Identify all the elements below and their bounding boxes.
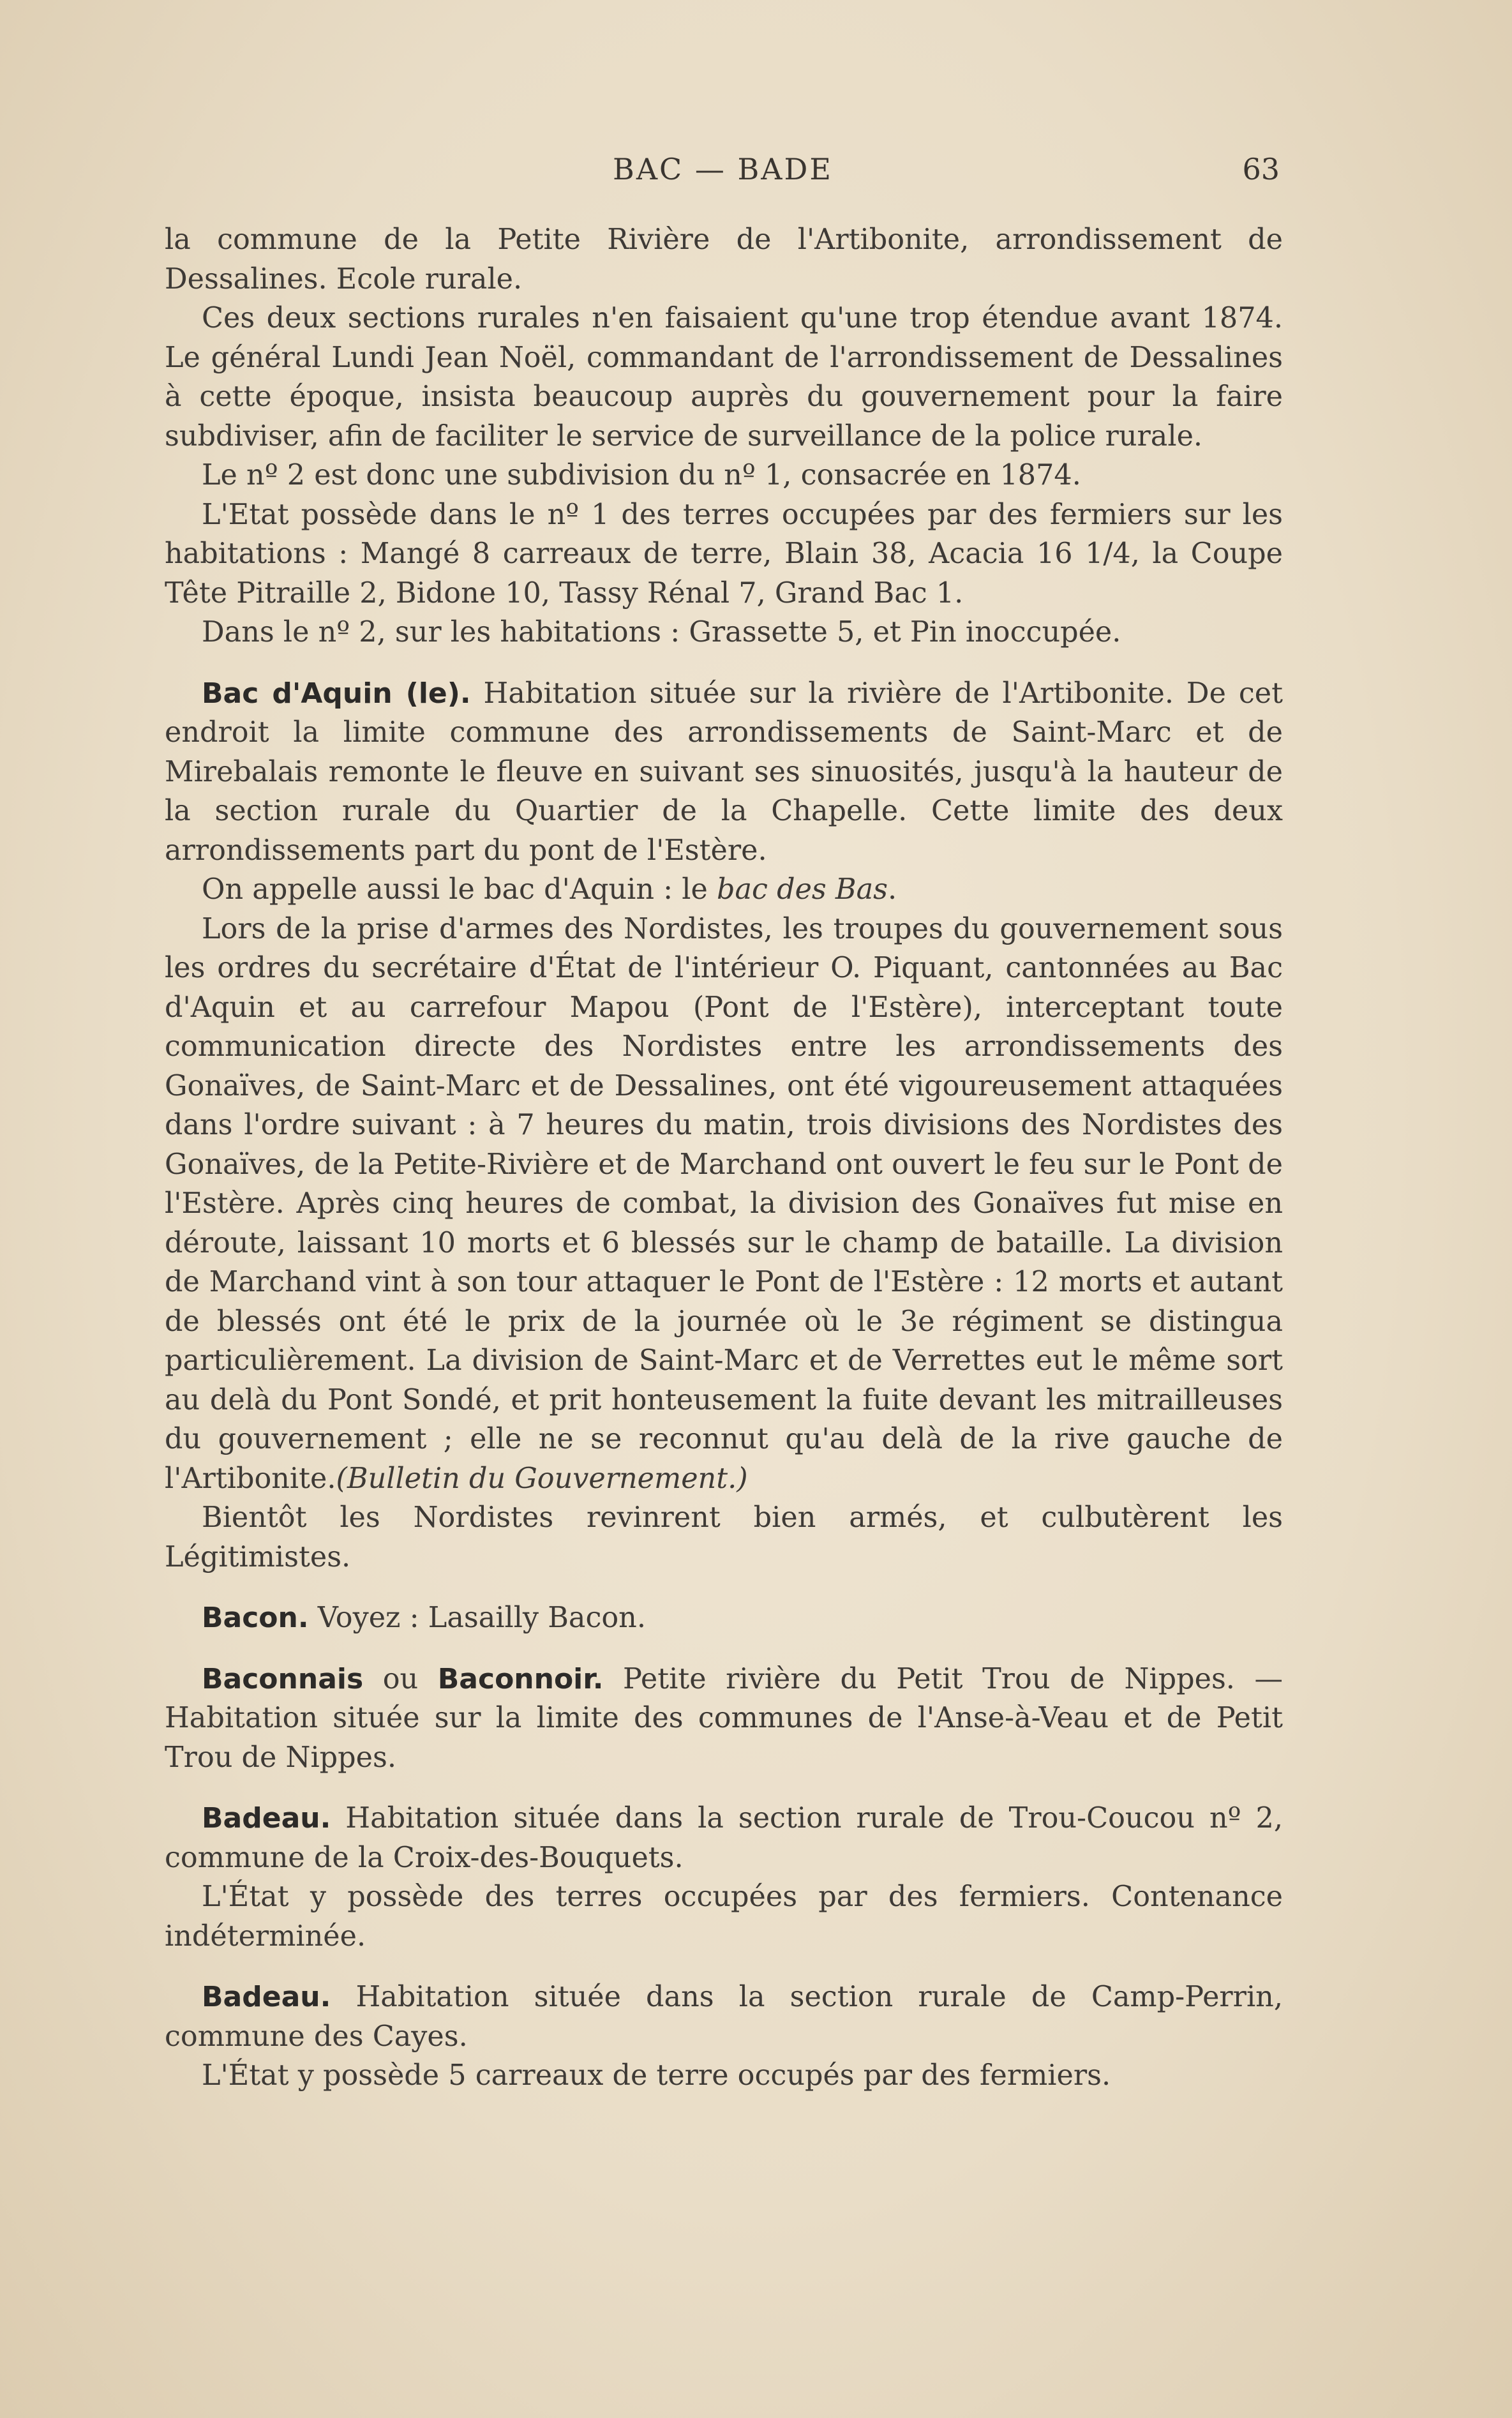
body-text xyxy=(165,220,1283,2096)
running-head xyxy=(166,152,1280,197)
entry-heading: Badeau. xyxy=(202,1802,331,1835)
paragraph: Bientôt les Nordistes revinrent bien armés, et culbutèrent les Légitimistes. xyxy=(165,1501,1283,1573)
entry-heading: Bacon. xyxy=(202,1602,309,1634)
paragraph: L'Etat possède dans le nº 1 des terres occupées par des fermiers sur les habitations : Mangé 8 carreaux de terre, Blain 38, Acacia 16 1/4, la Coupe Tête Pitraille 2, Bidone 10, Tassy Rénal 7, Grand Bac 1. xyxy=(165,498,1283,610)
entry-heading: Baconnais xyxy=(202,1662,364,1695)
paragraph: Le nº 2 est donc une subdivision du nº 1, consacrée en 1874. xyxy=(202,459,1081,492)
running-title: BAC — BADE xyxy=(613,152,833,186)
paragraph: L'État y possède des terres occupées par des fermiers. Contenance indéterminée. xyxy=(165,1881,1283,1953)
entry-bacon: Bacon. Voyez : Lasailly Bacon. xyxy=(202,1602,646,1634)
paragraph: Lors de la prise d'armes des Nordistes, les troupes du gouvernement sous les ordres du secrétaire d'État de l'intérieur O. Piquant, cantonnées au Bac d'Aquin et au carrefour Mapou (Pont de l'Estère), interceptant toute communication directe des Nordistes entre les arrondissements des Gonaïves, de Saint-Marc et de Dessalines, ont été vigoureusement attaquées dans l'ordre suivant : à 7 heures du matin, trois divisions des Nordistes des Gonaïves, de la Petite-Rivière et de Marchand ont ouvert le feu sur le Pont de l'Estère. Après cinq heures de combat, la division des Gonaïves fut mise en déroute, laissant 10 morts et 6 blessés sur le champ de bataille. La division de Marchand vint à son tour attaquer le Pont de l'Estère : 12 morts et autant de blessés ont été le prix de la journée où le 3e régiment se distingua particulièrement. La division de Saint-Marc et de Verrettes eut le même sort au delà du Pont Sondé, et prit honteusement la fuite devant les mitrailleuses du gouvernement ; elle ne se reconnut qu'au delà de la rive gauche de l'Artibonite.(Bulletin du Gouvernement.) xyxy=(165,912,1283,1495)
citation: (Bulletin du Gouvernement.) xyxy=(336,1462,748,1495)
paragraph: On appelle aussi le bac d'Aquin : le bac des Bas. xyxy=(202,873,897,906)
paragraph: Ces deux sections rurales n'en faisaient qu'une trop étendue avant 1874. Le général Lundi Jean Noël, commandant de l'arrondissement de Dessalines à cette époque, insista beaucoup auprès du gouvernement pour la faire subdiviser, afin de faciliter le service de surveillance de la police rurale. xyxy=(165,302,1283,453)
page-number: 63 xyxy=(1242,152,1280,186)
italic-phrase: bac des Bas xyxy=(717,873,888,906)
paragraph: Dans le nº 2, sur les habitations : Grassette 5, et Pin inoccupée. xyxy=(202,616,1121,649)
entry-heading: Bac d'Aquin (le). xyxy=(202,677,471,710)
entry-heading-alt: Baconnoir. xyxy=(437,1662,604,1695)
entry-baconnais: Baconnais ou Baconnoir. Petite rivière du Petit Trou de Nippes. — Habitation située sur la limite des communes de l'Anse-à-Veau et de Petit Trou de Nippes. xyxy=(165,1662,1283,1774)
paragraph: L'État y possède 5 carreaux de terre occupés par des fermiers. xyxy=(202,2059,1111,2092)
entry-badeau-2: Badeau. Habitation située dans la section rurale de Camp-Perrin, commune des Cayes. xyxy=(165,1981,1283,2053)
entry-heading: Badeau. xyxy=(202,1981,331,2013)
paragraph-continuation: la commune de la Petite Rivière de l'Artibonite, arrondissement de Dessalines. Ecole rurale. xyxy=(165,223,1283,296)
entry-bac-daquin: Bac d'Aquin (le). Habitation située sur la rivière de l'Artibonite. De cet endroit la limite commune des arrondissements de Saint-Marc et de Mirebalais remonte le fleuve en suivant ses sinuosités, jusqu'à la hauteur de la section rurale du Quartier de la Chapelle. Cette limite des deux arrondissements part du pont de l'Estère. xyxy=(165,677,1283,867)
entry-badeau-1: Badeau. Habitation située dans la section rurale de Trou-Coucou nº 2, commune de la Croix-des-Bouquets. xyxy=(165,1802,1283,1874)
